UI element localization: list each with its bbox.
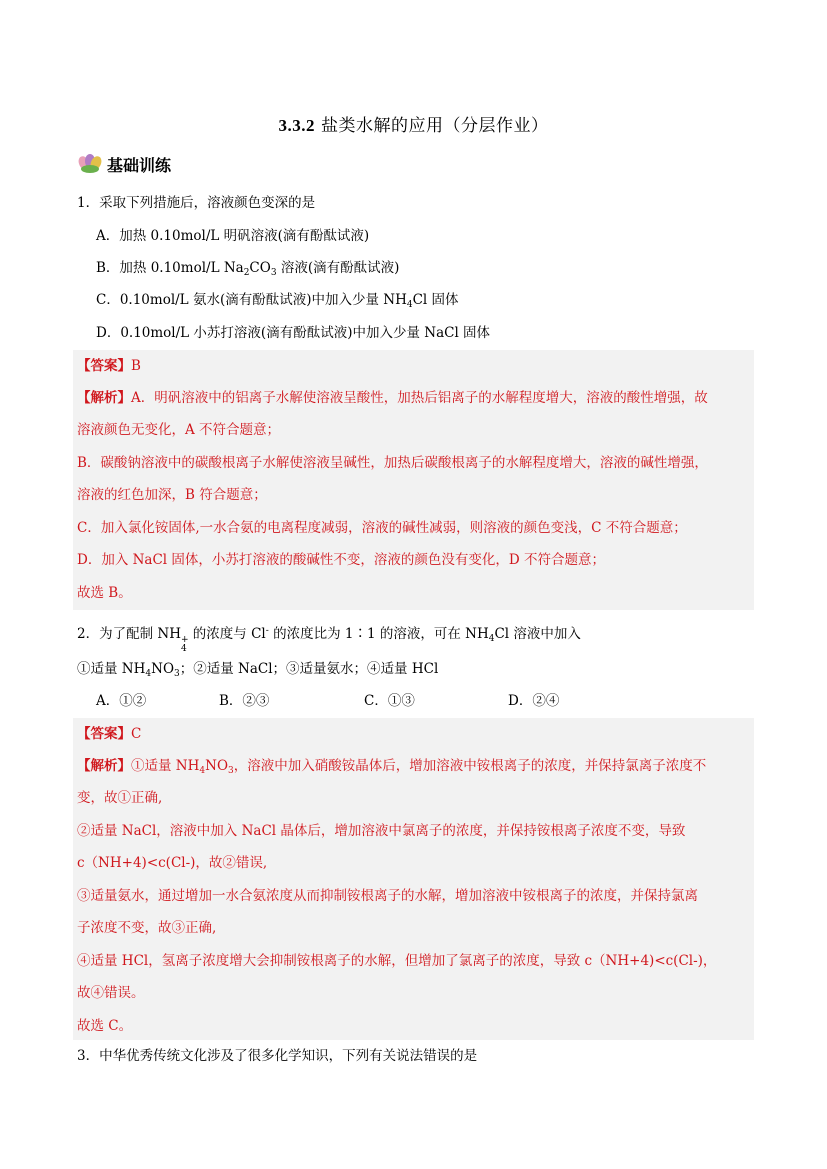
q1-analysis-line bbox=[77, 388, 708, 408]
q1-analysis-text: A．明矾溶液中的铝离子水解使溶液呈酸性，加热后铝离子的水解程度增大，溶液的酸性增强，故 bbox=[131, 390, 708, 406]
q2-items bbox=[77, 659, 438, 684]
q2-stem-ion bbox=[181, 636, 189, 654]
q2-analysis-line: ②适量 NaCl，溶液中加入 NaCl 晶体后，增加溶液中氯离子的浓度，并保持铵根离子浓度不变，导致 bbox=[77, 823, 686, 839]
title-text: 盐类水解的应用（分层作业） bbox=[320, 116, 549, 136]
q2-analysis-line bbox=[77, 756, 706, 781]
q2-choice-a: A．①② bbox=[96, 693, 147, 709]
q2-answer-value: C bbox=[131, 726, 142, 742]
q2-analysis-line: c（NH+4)<c(Cl-)，故②错误, bbox=[77, 855, 268, 871]
q2-analysis-line: 子浓度不变，故③正确, bbox=[77, 920, 217, 936]
q2-items-pre: ①适量 NH bbox=[77, 661, 146, 677]
q1-analysis-line: 溶液颜色无变化，A 不符合题意； bbox=[77, 422, 281, 438]
q2-analysis-tag: 【解析】 bbox=[77, 758, 131, 774]
page-title bbox=[0, 111, 827, 136]
q1-option-c-post: Cl 固体 bbox=[412, 292, 459, 308]
q2-stem-sup: + bbox=[180, 635, 189, 645]
q2-analysis-line: 变，故①正确, bbox=[77, 790, 163, 806]
q1-option-a: A．加热 0.10mol/L 明矾溶液(滴有酚酞试液) bbox=[96, 228, 370, 244]
q2-answer bbox=[77, 724, 141, 744]
q1-option-b-mid: CO bbox=[249, 260, 271, 276]
q2-stem-sub2: 4 bbox=[488, 634, 495, 644]
q2-choice-c: C．①③ bbox=[364, 693, 415, 709]
q2-stem-mid2: 的浓度比为 1∶1 的溶液，可在 NH bbox=[268, 626, 489, 642]
q2-line1-pre: ①适量 NH bbox=[131, 758, 200, 774]
q2-line1-post: ，溶液中加入硝酸铵晶体后，增加溶液中铵根离子的浓度，并保持氯离子浓度不 bbox=[233, 758, 707, 774]
q1-option-b-pre: B．加热 0.10mol/L Na bbox=[96, 260, 244, 276]
q1-analysis-line: 溶液的红色加深，B 符合题意； bbox=[77, 487, 267, 503]
flower-icon bbox=[77, 153, 103, 175]
q1-option-b bbox=[96, 258, 399, 283]
q2-conclusion: 故选 C。 bbox=[77, 1018, 133, 1034]
section-header bbox=[77, 151, 171, 177]
q1-answer bbox=[77, 356, 141, 376]
q1-analysis-line: D．加入 NaCl 固体，小苏打溶液的酸碱性不变，溶液的颜色没有变化，D 不符合题意； bbox=[77, 552, 606, 568]
q2-choice-b: B．②③ bbox=[219, 693, 270, 709]
q1-analysis-tag: 【解析】 bbox=[77, 390, 131, 406]
q2-analysis-line: ④适量 HCl，氢离子浓度增大会抑制铵根离子的水解，但增加了氯离子的浓度，导致 c（NH+4)<c(Cl-)， bbox=[77, 953, 717, 969]
q1-analysis-line: C．加入氯化铵固体,一水合氨的电离程度减弱，溶液的碱性减弱，则溶液的颜色变浅，C 不符合题意； bbox=[77, 520, 687, 536]
q2-analysis-line: 故④错误。 bbox=[77, 985, 145, 1001]
q2-items-mid: NO bbox=[151, 661, 175, 677]
q1-stem: 1．采取下列措施后，溶液颜色变深的是 bbox=[77, 195, 316, 211]
q2-stem-sup2: - bbox=[265, 626, 269, 636]
section-label: 基础训练 bbox=[107, 155, 172, 175]
q1-option-c-sub: 4 bbox=[406, 300, 413, 310]
title-number: 3.3.2 bbox=[278, 116, 316, 135]
q2-line1-mid: NO bbox=[205, 758, 229, 774]
q2-stem-mid: 的浓度与 Cl bbox=[188, 626, 266, 642]
q2-line1-sub1: 4 bbox=[199, 766, 206, 776]
q1-option-b-sub1: 2 bbox=[243, 268, 250, 278]
q1-option-d: D．0.10mol/L 小苏打溶液(滴有酚酞试液)中加入少量 NaCl 固体 bbox=[96, 325, 491, 341]
q2-stem bbox=[77, 621, 581, 654]
q2-analysis-line: ③适量氨水，通过增加一水合氨浓度从而抑制铵根离子的水解，增加溶液中铵根离子的浓度，并保持氯离 bbox=[77, 888, 698, 904]
q2-items-sub1: 4 bbox=[145, 669, 152, 679]
q3-stem: 3．中华优秀传统文化涉及了很多化学知识，下列有关说法错误的是 bbox=[77, 1048, 478, 1064]
q1-option-c-pre: C．0.10mol/L 氨水(滴有酚酞试液)中加入少量 NH bbox=[96, 292, 407, 308]
q2-stem-sub: 4 bbox=[180, 644, 187, 654]
q2-stem-post: Cl 溶液中加入 bbox=[494, 626, 581, 642]
q2-line1-sub2: 3 bbox=[228, 766, 234, 776]
q1-option-b-post: 溶液(滴有酚酞试液) bbox=[276, 260, 400, 276]
q2-answer-tag: 【答案】 bbox=[77, 726, 131, 742]
q2-stem-pre: 2．为了配制 NH bbox=[77, 626, 181, 642]
q2-choice-d: D．②④ bbox=[508, 693, 560, 709]
q2-items-post: ；②适量 NaCl；③适量氨水；④适量 HCl bbox=[179, 661, 439, 677]
q1-conclusion: 故选 B。 bbox=[77, 585, 132, 601]
q1-answer-value: B bbox=[131, 358, 141, 374]
q1-option-b-sub2: 3 bbox=[270, 268, 277, 278]
q2-items-sub2: 3 bbox=[174, 669, 180, 679]
q1-answer-tag: 【答案】 bbox=[77, 358, 131, 374]
q1-analysis-line: B．碳酸钠溶液中的碳酸根离子水解使溶液呈碱性，加热后碳酸根离子的水解程度增大，溶液的碱性增强， bbox=[77, 455, 708, 471]
q1-option-c bbox=[96, 290, 459, 315]
